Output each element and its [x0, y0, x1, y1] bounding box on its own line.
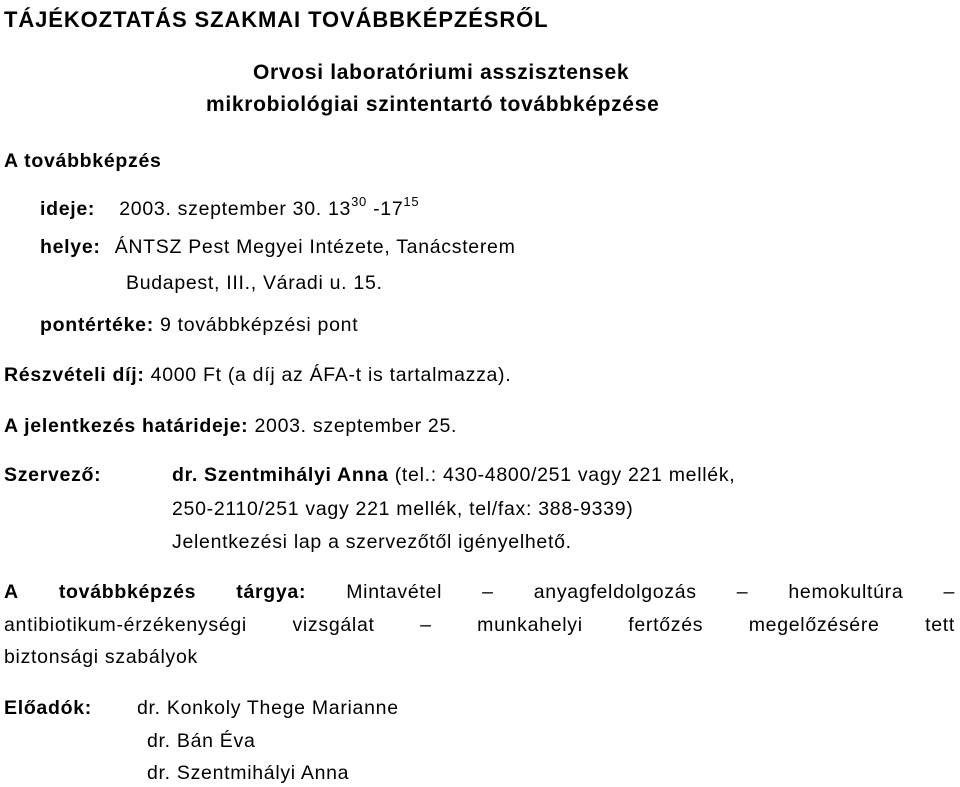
topic-line-3: biztonsági szabályok	[4, 646, 198, 668]
topic-word: munkahelyi	[477, 614, 583, 636]
time-label: ideje:	[40, 198, 96, 220]
topic-word: Mintavétel	[346, 581, 443, 603]
topic-word: anyagfeldolgozás	[533, 581, 697, 603]
time-end-minutes: 15	[403, 194, 420, 209]
topic-line-1	[4, 581, 955, 604]
organizer-name: dr. Szentmihályi Anna	[172, 464, 389, 486]
fee-label: Részvételi díj:	[4, 364, 145, 386]
topic-word: fertőzés	[628, 614, 704, 636]
organizer-note: Jelentkezési lap a szervezőtől igényelhető.	[172, 531, 572, 553]
topic-word: tett	[925, 614, 955, 636]
topic-dash: –	[943, 581, 955, 603]
page-title: TÁJÉKOZTATÁS SZAKMAI TOVÁBBKÉPZÉSRŐL	[4, 7, 549, 32]
place-line-2: Budapest, III., Váradi u. 15.	[126, 272, 383, 294]
topic-word: megelőzésére	[748, 614, 880, 636]
topic-dash: –	[420, 614, 432, 636]
points-value: 9 továbbképzési pont	[160, 314, 359, 336]
topic-word: vizsgálat	[292, 614, 375, 636]
speaker-name: dr. Szentmihályi Anna	[147, 762, 350, 784]
topic-dash: –	[736, 581, 749, 603]
topic-word: tárgya:	[236, 581, 307, 603]
time-date: 2003. szeptember 30. 13	[119, 198, 352, 220]
time-start-minutes: 30	[351, 194, 367, 209]
organizer-label: Szervező:	[4, 464, 102, 486]
speaker-name: dr. Konkoly Thege Marianne	[137, 697, 399, 719]
place-label: helye:	[40, 236, 101, 258]
deadline-row	[4, 415, 457, 438]
place-row	[40, 236, 516, 259]
topic-word: A	[4, 581, 19, 603]
fee-row	[4, 364, 511, 387]
organizer-contact-2: 250-2110/251 vagy 221 mellék, tel/fax: 388-9339)	[172, 498, 634, 520]
points-row	[40, 314, 358, 337]
subtitle-line-2: mikrobiológiai szintentartó továbbképzése	[206, 93, 660, 116]
deadline-label: A jelentkezés határideje:	[4, 415, 249, 437]
fee-value: 4000 Ft (a díj az ÁFA-t is tartalmazza).	[150, 364, 512, 386]
organizer-row	[172, 464, 735, 487]
time-end-hour: -17	[366, 198, 404, 220]
organizer-contact-1: (tel.: 430-4800/251 vagy 221 mellék,	[394, 464, 736, 486]
topic-word: antibiotikum-érzékenységi	[4, 614, 247, 636]
topic-word: továbbképzés	[58, 581, 197, 603]
topic-line-2	[4, 614, 955, 637]
place-line-1: ÁNTSZ Pest Megyei Intézete, Tanácsterem	[114, 236, 516, 258]
speakers-label: Előadók:	[4, 697, 92, 719]
topic-dash: –	[482, 581, 494, 603]
topic-word: hemokultúra	[788, 581, 904, 603]
intro-label: A továbbképzés	[4, 150, 162, 172]
speaker-name: dr. Bán Éva	[147, 730, 256, 752]
points-label: pontértéke:	[40, 314, 154, 336]
deadline-value: 2003. szeptember 25.	[254, 415, 458, 437]
time-row	[40, 194, 420, 221]
subtitle-line-1: Orvosi laboratóriumi asszisztensek	[253, 61, 630, 84]
